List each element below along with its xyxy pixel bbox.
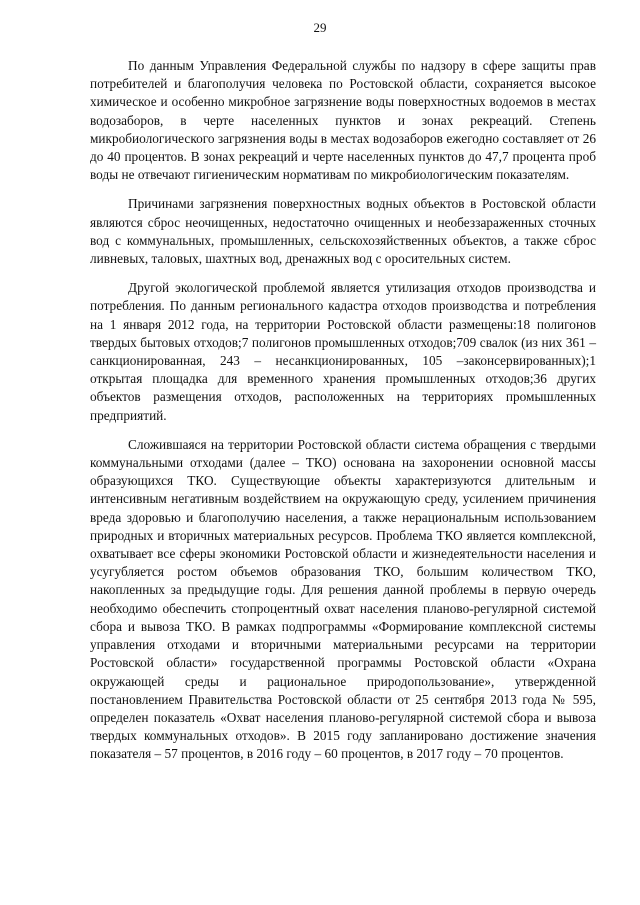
paragraph-pollution-causes: Причинами загрязнения поверхностных водных объектов в Ростовской области являются сброс неочищенных, недостаточно очищенных и необеззараженных сточных вод с коммунальных, промышленных, сельскохозяйственных объектов, а также сброс ливневых, таловых, шахтных вод, дренажных вод с оросительных систем. (90, 196, 596, 267)
document-body (90, 57, 596, 775)
paragraph-water-pollution: По данным Управления Федеральной службы по надзору в сфере защиты прав потребителей и благополучия человека по Ростовской области, сохраняется высокое химическое и особенно микробное загрязнение воды поверхностных водоемов в местах водозаборов, в черте населенных пунктов и зонах рекреаций. Степень микробиологического загрязнения воды в местах водозаборов ежегодно составляет от 26 до 40 процентов. В зонах рекреаций и черте населенных пунктов до 47,7 процента проб воды не отвечают гигиеническим нормативам по микробиологическим показателям. (90, 58, 596, 183)
paragraph-municipal-waste-system: Сложившаяся на территории Ростовской области система обращения с твердыми коммунальными отходами (далее – ТКО) основана на захоронении основной массы образующихся ТКО. Существующие объекты характеризуются длительным и интенсивным негативным воздействием на окружающую среду, усилением причинения вреда здоровью и благополучию населения, а также нерациональным использованием природных и вторичных материальных ресурсов. Проблема ТКО является комплексной, охватывает все сферы экономики Ростовской области и жизнедеятельности населения и усугубляется ростом объемов образования ТКО, большим количеством ТКО, накопленных за предыдущие годы. Для решения данной проблемы в первую очередь необходимо обеспечить стопроцентный охват населения планово-регулярной системой сбора и вывоза ТКО. В рамках подпрограммы «Формирование комплексной системы управления отходами и вторичными материальными ресурсами на территории Ростовской области» государственной программы Ростовской области «Охрана окружающей среды и рациональное природопользование», утвержденной постановлением Правительства Ростовской области от 25 сентября 2013 года № 595, определен показатель «Охват населения планово-регулярной системой сбора и вывоза твердых коммунальных отходов». В 2015 году запланировано достижение значения показателя – 57 процентов, в 2016 году – 60 процентов, в 2017 году – 70 процентов. (90, 436, 596, 762)
page-number: 29 (313, 20, 327, 35)
paragraph-waste-disposal: Другой экологической проблемой является утилизация отходов производства и потребления. По данным регионального кадастра отходов производства и потребления на 1 января 2012 года, на территории Ростовской области размещены:18 полигонов твердых бытовых отходов;7 полигонов промышленных отходов;709 свалок (из них 361 –санкционированная, 243 – несанкционированных, 105 –законсервированных);1 открытая площадка для временного хранения промышленных отходов;36 других объектов размещения отходов, расположенных на территориях промышленных предприятий. (90, 280, 596, 423)
